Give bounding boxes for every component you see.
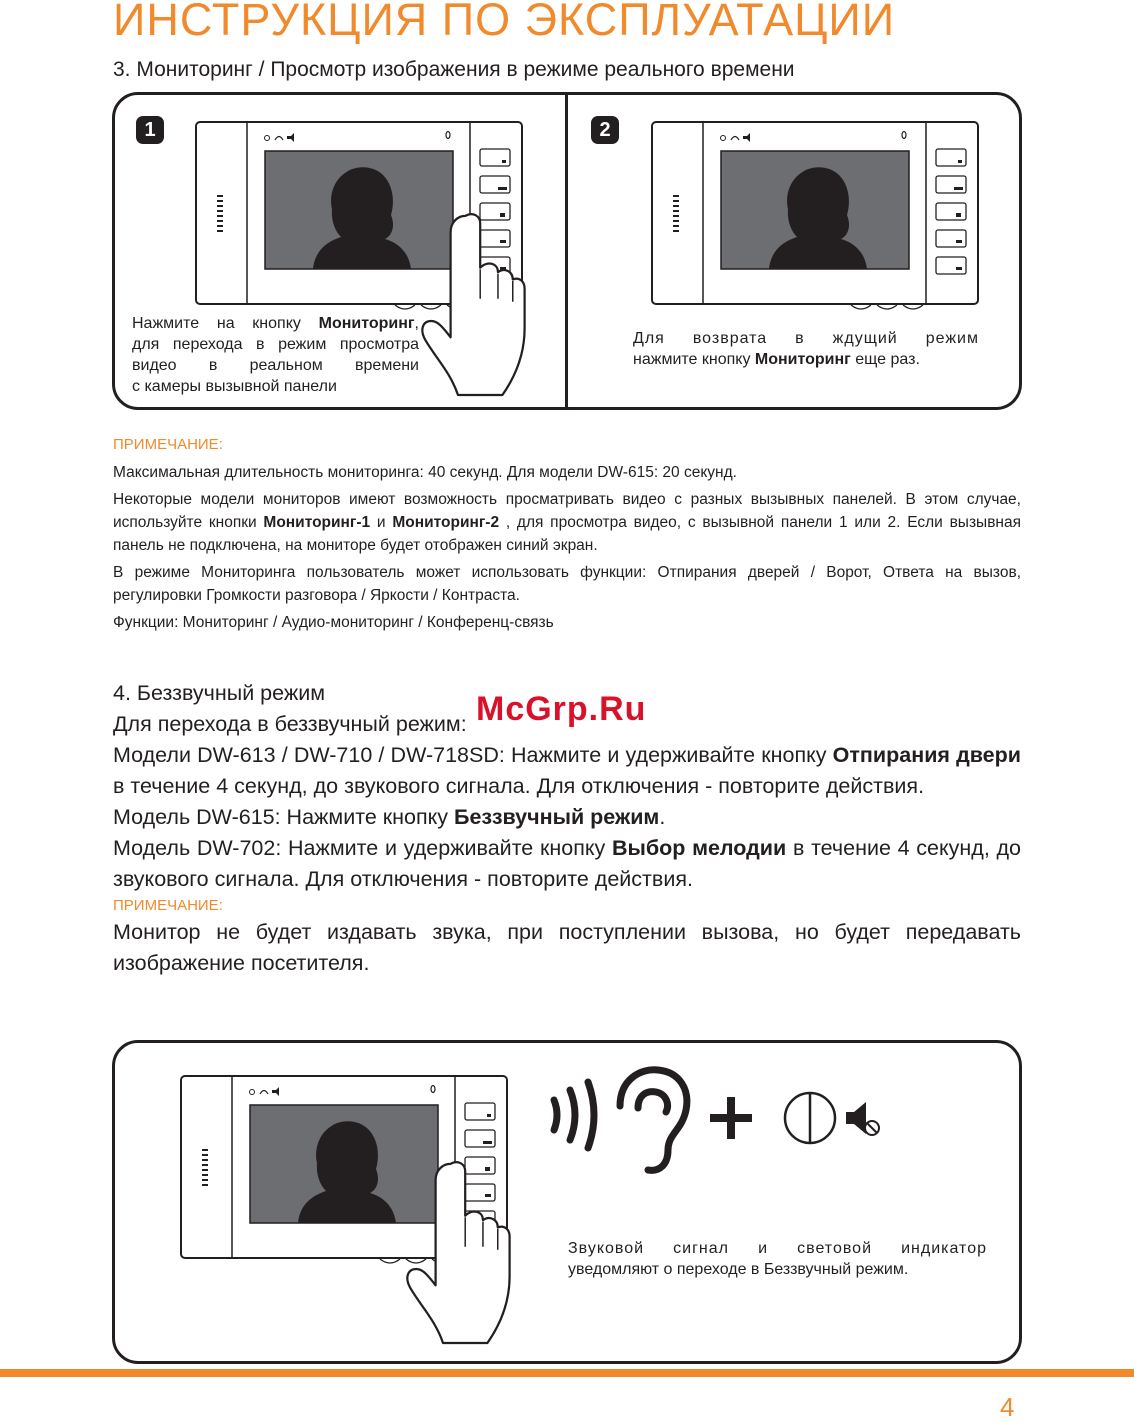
sound-signal-illustration	[540, 1060, 900, 1180]
page-title: ИНСТРУКЦИЯ ПО ЭКСПЛУАТАЦИИ	[113, 0, 896, 45]
indicator-light-icon	[785, 1093, 835, 1143]
step-2-caption: Для возврата в ждущий режим нажмите кнопку Мониторинг еще раз.	[633, 330, 979, 368]
pointing-hand-icon	[398, 1158, 548, 1348]
step-1-caption: Нажмите на кнопку Мониторинг, для перехода в режим просмотра видео в реальном времени с камеры вызывной панели	[132, 315, 419, 395]
sound-waves-icon	[554, 1082, 594, 1148]
section4-text: 4. Беззвучный режим Для перехода в беззвучный режим: Модели DW-613 / DW-710 / DW-718SD: Нажмите и удерживайте кнопку Отпирания двери в течение 4 секунд, до звукового сигнала. Для отключения - повторите действия. Модель DW-615: Нажмите кнопку Беззвучный режим. Модель DW-702: Нажмите и удерживайте кнопку Выбор мелодии в течение 4 секунд, до звукового сигнала. Для отключения - повторите действия. ПРИМЕЧАНИЕ: Монитор не будет издавать звука, при поступлении вызова, но будет передавать изображение посетителя.	[113, 678, 1021, 979]
page-number: 4	[1000, 1392, 1015, 1422]
step-1-badge: 1	[136, 116, 164, 144]
mute-icon	[846, 1102, 879, 1135]
pointing-hand-icon	[413, 210, 563, 400]
watermark: McGrp.Ru	[476, 690, 647, 728]
panel-divider	[565, 93, 568, 408]
step-2-badge: 2	[591, 116, 619, 144]
section3-title: 3. Мониторинг / Просмотр изображения в режиме реального времени	[113, 58, 795, 81]
section4-title: 4. Беззвучный режим	[113, 681, 326, 705]
footer-bar	[0, 1369, 1134, 1377]
plus-icon	[710, 1097, 752, 1139]
monitor-illustration-2	[651, 121, 981, 311]
ear-icon	[620, 1070, 687, 1171]
note-heading: ПРИМЕЧАНИЕ:	[113, 436, 223, 453]
note-text: Максимальная длительность мониторинга: 40 секунд. Для модели DW-615: 20 секунд. Некоторые модели мониторов имеют возможность просматривать видео с разных вызывных панелей. В этом случае, используйте кнопки Мониторинг-1 и Мониторинг-2 , для просмотра видео, с вызывной панели 1 или 2. Если вызывная панель не подключена, на мониторе будет отображен синий экран. В режиме Мониторинга пользователь может использовать функции: Отпирания дверей / Ворот, Ответа на вызов, регулировки Громкости разговора / Яркости / Контраста. Функции: Мониторинг / Аудио-мониторинг / Конференц-связь	[113, 464, 1022, 631]
silent-mode-caption: Звуковой сигнал и световой индикатор уведомляют о переходе в Беззвучный режим.	[568, 1240, 987, 1278]
